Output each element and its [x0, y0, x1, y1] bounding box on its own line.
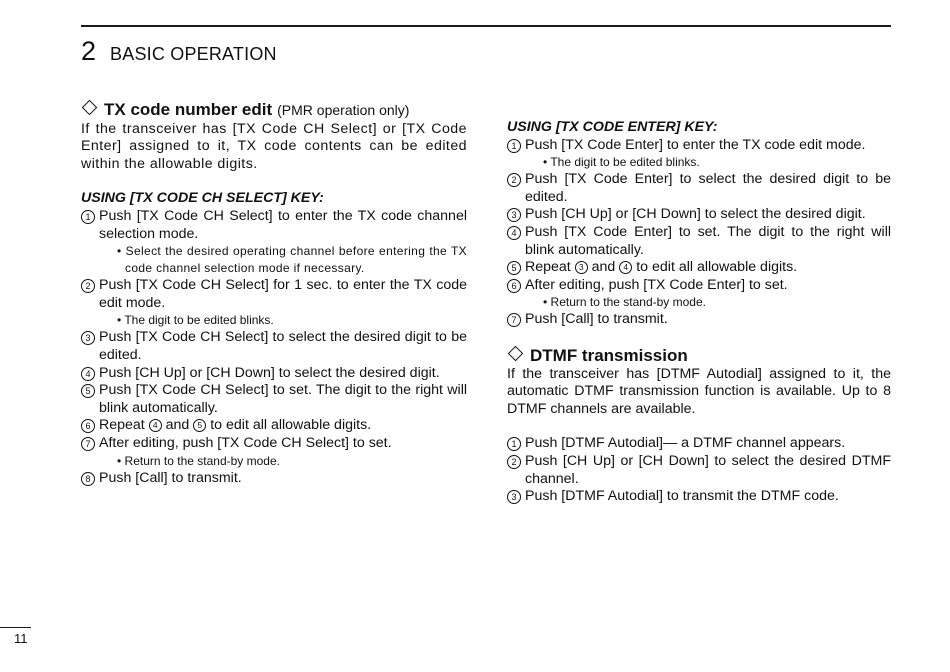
step-number: 1: [507, 139, 521, 153]
step-item: [507, 171, 891, 206]
step-number: 2: [507, 173, 521, 187]
step-item: [81, 435, 467, 470]
step-item: [81, 470, 467, 488]
step-number: 1: [507, 437, 521, 451]
step-number: 3: [507, 208, 521, 222]
diamond-bullet-icon: [82, 100, 98, 116]
step-item: [81, 365, 467, 383]
step-note: • The digit to be edited blinks.: [117, 313, 274, 328]
step-text: Push [Call] to transmit.: [525, 311, 668, 328]
steps-ch-select: [81, 208, 467, 487]
step-text: After editing, push [TX Code CH Select] to set.: [99, 434, 392, 451]
step-number: 1: [81, 210, 95, 224]
step-number: 8: [81, 472, 95, 486]
step-text: Push [CH Up] or [CH Down] to select the desired digit.: [99, 364, 440, 381]
step-reference: 5: [193, 419, 206, 432]
step-text: Push [TX Code CH Select] to set. The digit to the right will blink automatically.: [99, 382, 467, 416]
subheading-ch-select: USING [TX CODE CH SELECT] KEY:: [81, 190, 324, 207]
section-title-note: (PMR operation only): [277, 102, 410, 118]
section-intro: If the transceiver has [DTMF Autodial] assigned to it, the automatic DTMF transmission function is available. Up to 8 DTMF channels are available.: [507, 365, 891, 417]
step-text: Push [TX Code Enter] to set. The digit to the right will blink automatically.: [525, 223, 891, 258]
step-reference: 4: [149, 419, 162, 432]
step-item: [507, 488, 891, 506]
chapter-header: [81, 36, 277, 68]
step-text: Push [DTMF Autodial] to transmit the DTMF code.: [525, 488, 839, 505]
step-text: Push [CH Up] or [CH Down] to select the desired digit.: [525, 206, 866, 223]
step-item: [507, 277, 891, 312]
step-number: 4: [507, 226, 521, 240]
step-item: [81, 208, 467, 277]
section-title: TX code number edit: [104, 100, 273, 119]
header-rule: [81, 25, 891, 27]
step-text: Push [TX Code CH Select] for 1 sec. to enter the TX code edit mode.: [99, 277, 467, 311]
step-item: [81, 277, 467, 329]
step-text: Push [Call] to transmit.: [99, 469, 242, 486]
step-item: [507, 224, 891, 259]
step-note: • Select the desired operating channel before entering the TX code channel selection mode if necessary.: [117, 244, 467, 276]
section-heading-tx-code: [81, 101, 467, 120]
step-number: 7: [507, 313, 521, 327]
step-note: • The digit to be edited blinks.: [543, 155, 700, 170]
step-item: [81, 329, 467, 364]
chapter-number: 2: [81, 36, 97, 66]
step-number: 7: [81, 437, 95, 451]
step-number: 5: [507, 261, 521, 275]
step-number: 3: [81, 331, 95, 345]
step-text: Push [TX Code Enter] to select the desired digit to be edited.: [525, 171, 891, 205]
step-note: • Return to the stand-by mode.: [543, 295, 706, 310]
step-text: Push [TX Code CH Select] to select the desired digit to be edited.: [99, 329, 467, 363]
section-heading-dtmf: [507, 347, 891, 365]
step-text: Push [DTMF Autodial]— a DTMF channel appears.: [525, 435, 846, 452]
step-number: 2: [507, 455, 521, 469]
step-number: 2: [81, 279, 95, 293]
steps-dtmf: [507, 435, 891, 505]
step-item: [81, 417, 467, 435]
footer-rule: [0, 627, 31, 628]
steps-code-enter: [507, 137, 891, 329]
step-text: Push [TX Code Enter] to enter the TX code edit mode.: [525, 136, 866, 153]
step-item: [507, 137, 891, 172]
step-item: [507, 206, 891, 224]
subheading-code-enter: USING [TX CODE ENTER] KEY:: [507, 119, 718, 135]
step-number: 3: [507, 490, 521, 504]
diamond-bullet-icon: [508, 346, 524, 362]
step-item: [507, 435, 891, 453]
page-number: 11: [14, 631, 28, 646]
step-number: 6: [81, 419, 95, 433]
step-item: [507, 259, 891, 277]
left-column: [81, 101, 467, 487]
step-number: 6: [507, 279, 521, 293]
step-text: Push [CH Up] or [CH Down] to select the desired DTMF channel.: [525, 452, 891, 487]
step-reference: 3: [575, 261, 588, 274]
step-number: 5: [81, 384, 95, 398]
step-text: After editing, push [TX Code Enter] to set.: [525, 276, 788, 293]
step-item: [507, 311, 891, 329]
step-item: [507, 453, 891, 488]
step-item: [81, 382, 467, 417]
step-reference: 4: [619, 261, 632, 274]
step-note: • Return to the stand-by mode.: [117, 453, 280, 468]
step-text: Push [TX Code CH Select] to enter the TX code channel selection mode.: [99, 207, 467, 242]
section-title: DTMF transmission: [530, 345, 688, 365]
step-text: Repeat 3 and 4 to edit all allowable digits.: [525, 259, 798, 276]
section-intro: If the transceiver has [TX Code CH Select] or [TX Code Enter] assigned to it, TX code contents can be edited within the allowable digits.: [81, 120, 467, 172]
step-text: Repeat 4 and 5 to edit all allowable digits.: [99, 417, 372, 434]
step-number: 4: [81, 367, 95, 381]
chapter-title: BASIC OPERATION: [110, 44, 277, 64]
right-column: [507, 101, 891, 506]
